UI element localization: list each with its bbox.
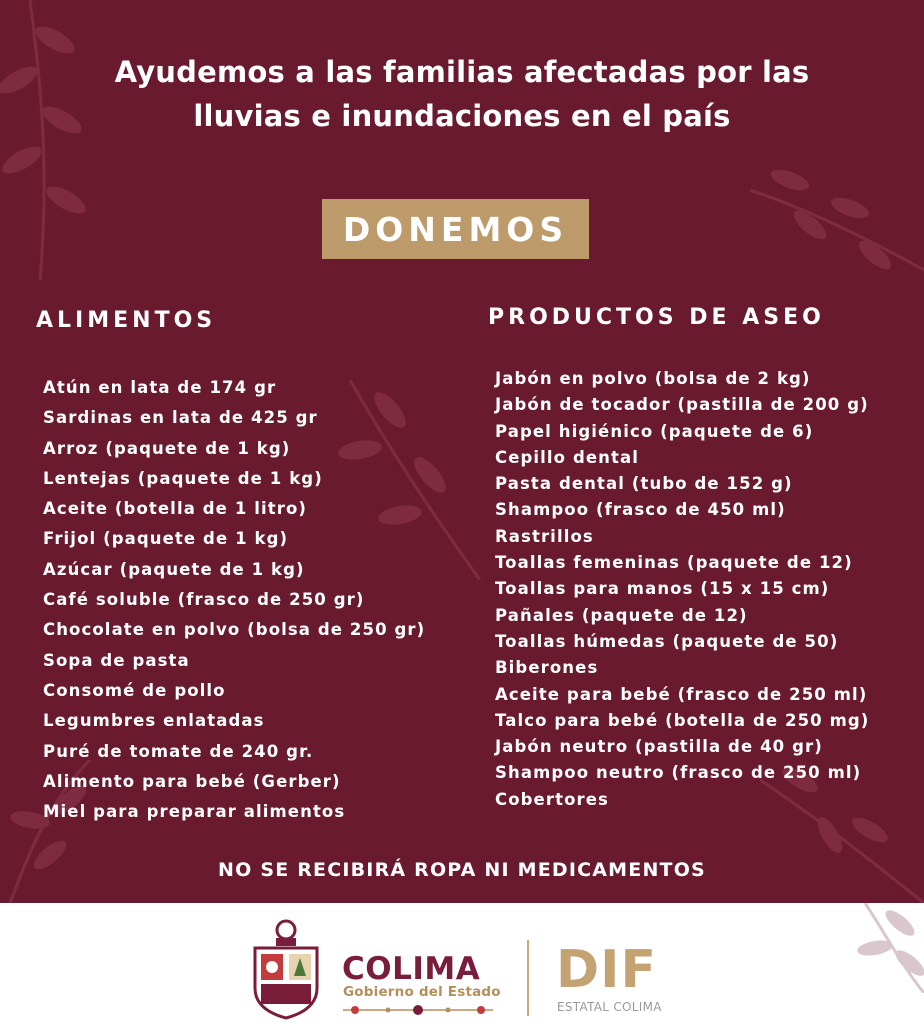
list-item: Cobertores bbox=[495, 789, 609, 809]
list-item: Jabón en polvo (bolsa de 2 kg) bbox=[495, 369, 811, 388]
list-item: Aceite para bebé (frasco de 250 ml) bbox=[495, 684, 868, 704]
list-item: Chocolate en polvo (bolsa de 250 gr) bbox=[43, 620, 426, 640]
list-item: Arroz (paquete de 1 kg) bbox=[43, 438, 291, 458]
list-item: Toallas para manos (15 x 15 cm) bbox=[495, 579, 830, 599]
logo-divider bbox=[527, 940, 529, 1016]
list-item: Pasta dental (tubo de 152 g) bbox=[495, 474, 793, 494]
colima-subtitle: Gobierno del Estado bbox=[343, 984, 501, 1000]
dif-subtitle: ESTATAL COLIMA bbox=[557, 1000, 662, 1014]
list-item: Legumbres enlatadas bbox=[43, 711, 265, 731]
list-item: Frijol (paquete de 1 kg) bbox=[43, 529, 289, 549]
list-item: Azúcar (paquete de 1 kg) bbox=[43, 559, 305, 579]
list-item: Talco para bebé (botella de 250 mg) bbox=[495, 710, 870, 730]
list-item: Shampoo neutro (frasco de 250 ml) bbox=[495, 763, 862, 783]
list-item: Toallas húmedas (paquete de 50) bbox=[495, 631, 839, 651]
title-line-2: lluvias e inundaciones en el país bbox=[193, 99, 731, 133]
list-item: Café soluble (frasco de 250 gr) bbox=[43, 590, 365, 610]
alimentos-heading: ALIMENTOS bbox=[36, 308, 217, 333]
list-item: Miel para preparar alimentos bbox=[43, 802, 346, 822]
list-item: Atún en lata de 174 gr bbox=[43, 378, 277, 397]
list-item: Sopa de pasta bbox=[43, 650, 190, 670]
list-item: Jabón de tocador (pastilla de 200 g) bbox=[495, 395, 869, 415]
list-item: Alimento para bebé (Gerber) bbox=[43, 771, 341, 791]
list-item: Jabón neutro (pastilla de 40 gr) bbox=[495, 737, 823, 757]
list-item: Biberones bbox=[495, 658, 599, 678]
list-item: Sardinas en lata de 425 gr bbox=[43, 408, 318, 428]
alimentos-list bbox=[43, 373, 425, 827]
ornament-icon bbox=[343, 1003, 493, 1017]
list-item: Puré de tomate de 240 gr. bbox=[43, 741, 314, 761]
leaf-branch-icon bbox=[0, 0, 110, 280]
list-item: Shampoo (frasco de 450 ml) bbox=[495, 500, 786, 520]
list-item: Aceite (botella de 1 litro) bbox=[43, 499, 308, 519]
list-item: Rastrillos bbox=[495, 526, 594, 546]
aseo-heading: PRODUCTOS DE ASEO bbox=[488, 305, 825, 330]
aseo-list bbox=[495, 366, 869, 813]
dif-logo: DIF bbox=[556, 940, 658, 1000]
colima-logo: COLIMA bbox=[342, 951, 481, 987]
title-line-1: Ayudemos a las familias afectadas por las bbox=[114, 55, 810, 89]
leaf-icon bbox=[855, 903, 924, 993]
list-item: Papel higiénico (paquete de 6) bbox=[495, 421, 814, 441]
state-coat-of-arms-icon bbox=[249, 918, 323, 1020]
list-item: Consomé de pollo bbox=[43, 680, 226, 700]
list-item: Toallas femeninas (paquete de 12) bbox=[495, 553, 853, 573]
list-item: Lentejas (paquete de 1 kg) bbox=[43, 468, 323, 488]
donemos-banner: DONEMOS bbox=[322, 199, 589, 259]
leaf-branch-icon bbox=[750, 170, 924, 290]
list-item: Cepillo dental bbox=[495, 447, 639, 467]
page-title bbox=[0, 50, 924, 138]
notice-text: NO SE RECIBIRÁ ROPA NI MEDICAMENTOS bbox=[218, 859, 706, 881]
list-item: Pañales (paquete de 12) bbox=[495, 605, 748, 625]
